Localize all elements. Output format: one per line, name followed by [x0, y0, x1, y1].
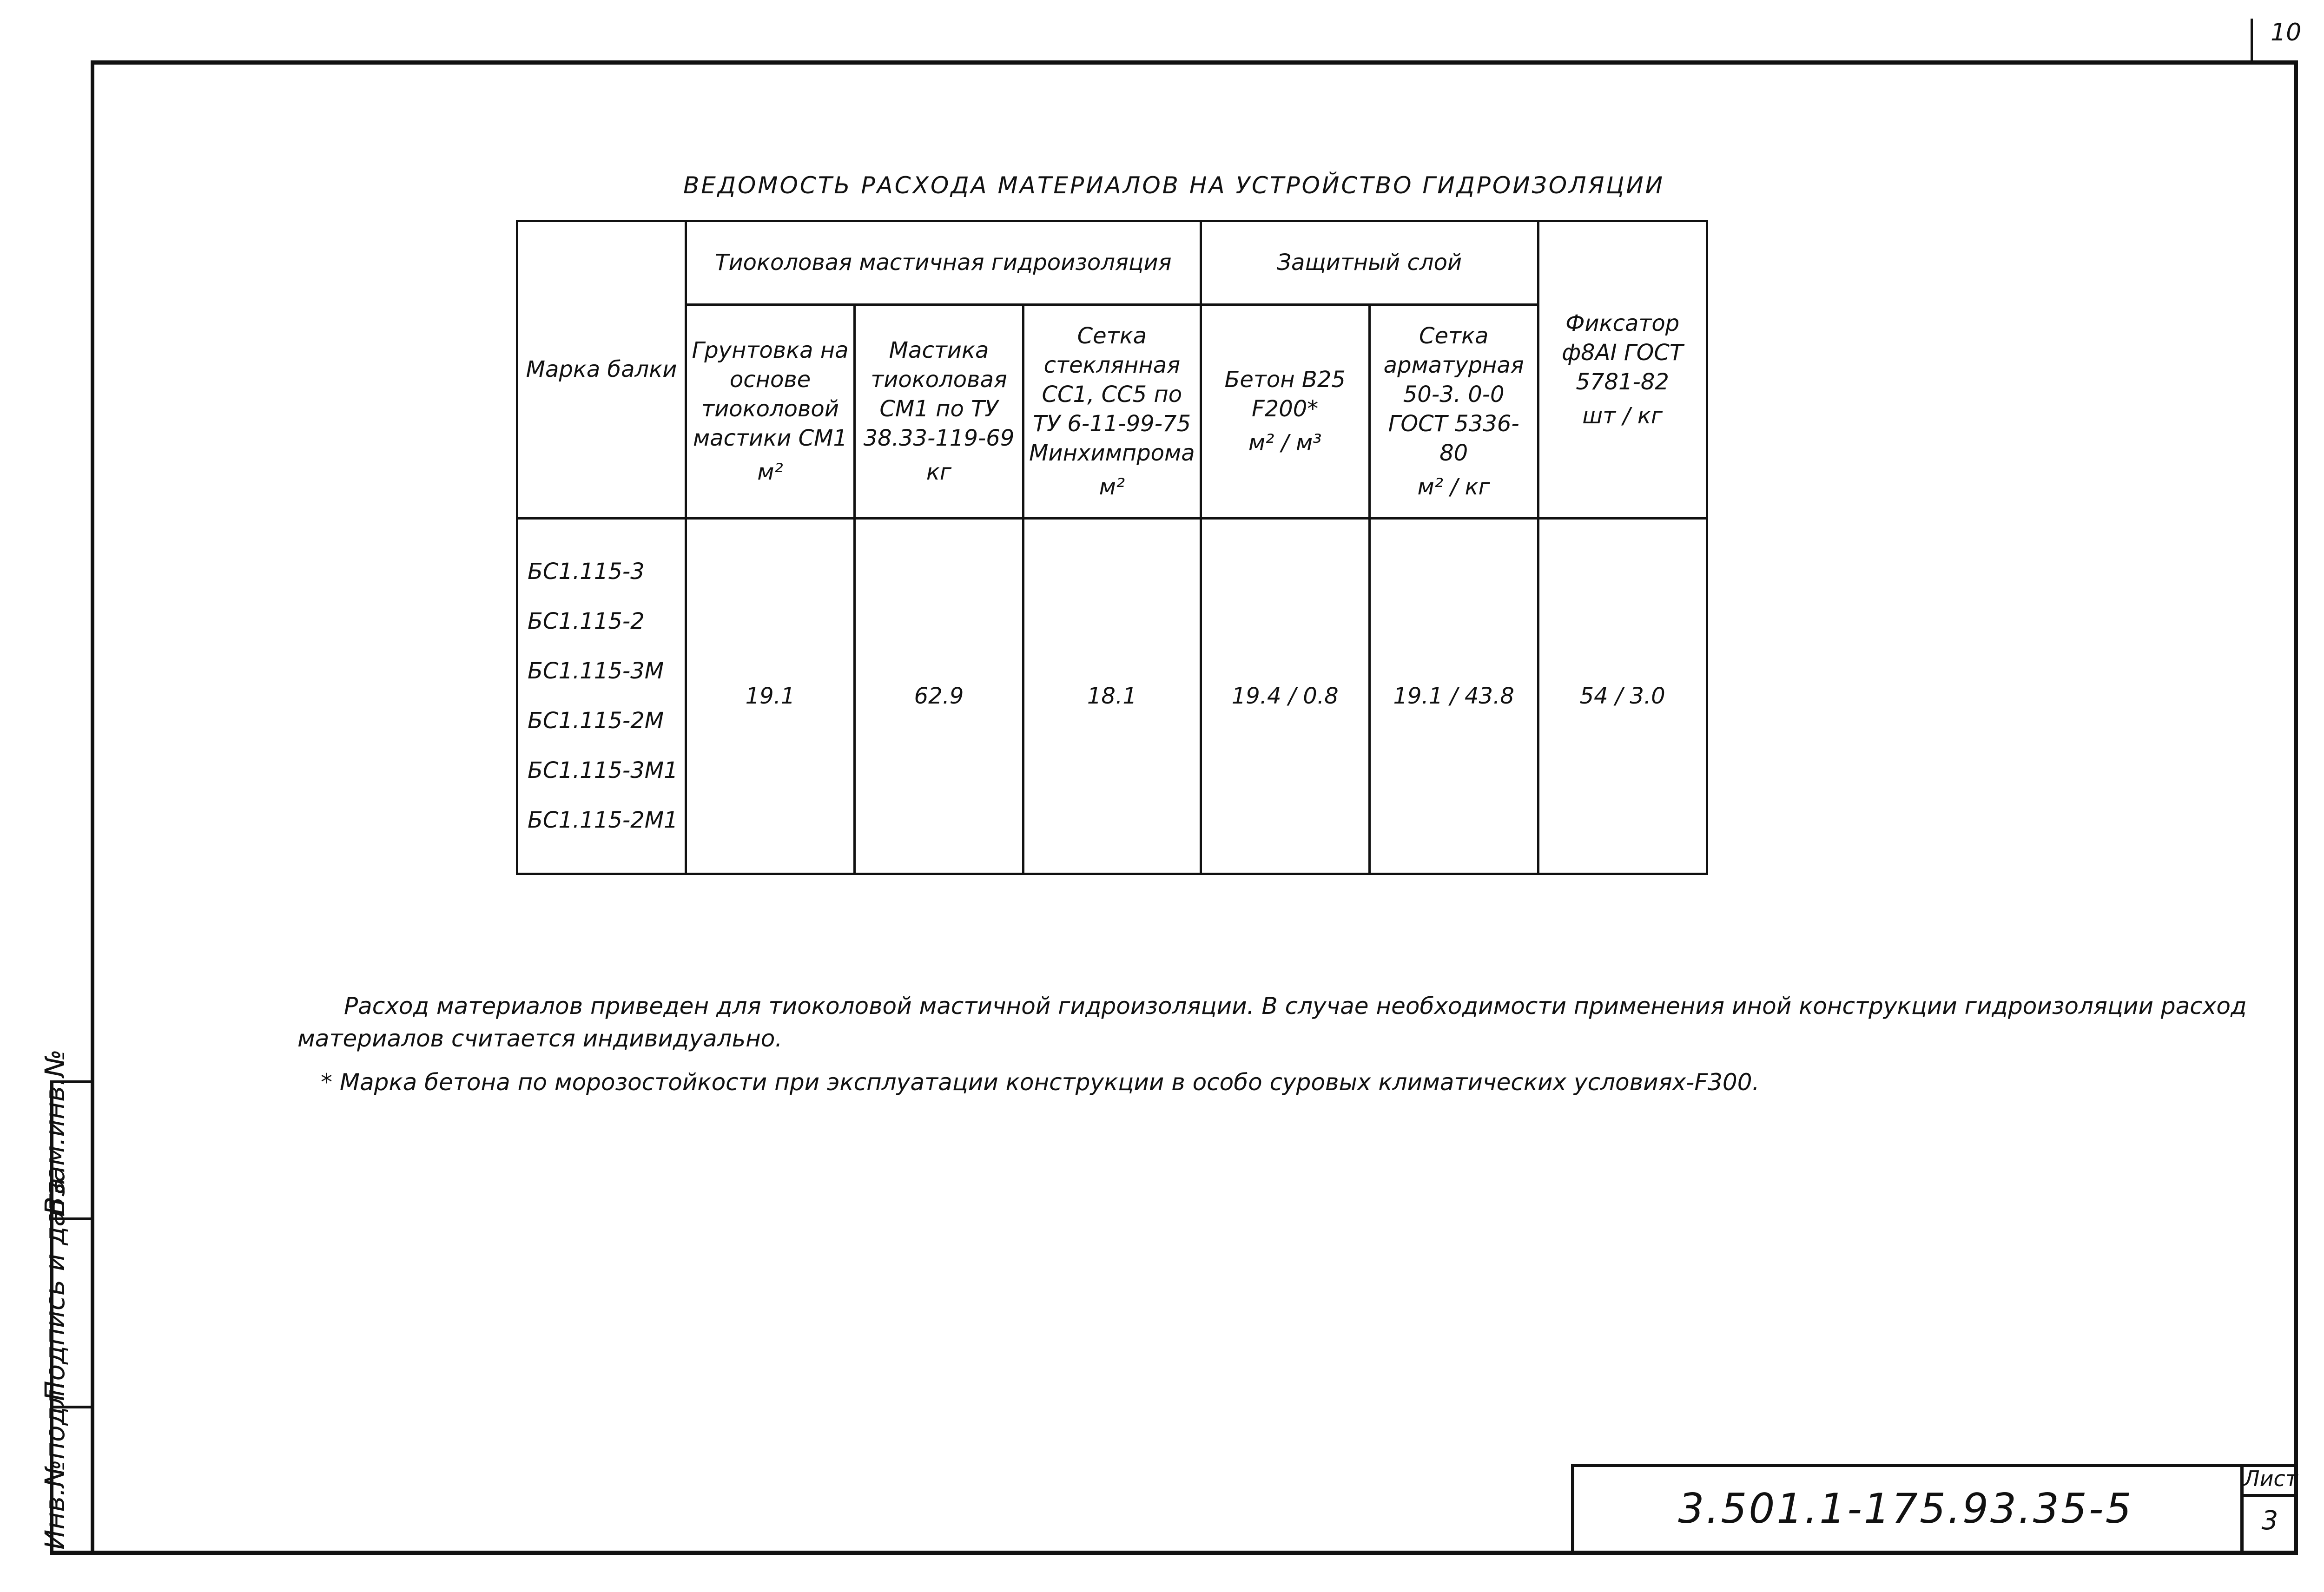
column-header — [1369, 305, 1538, 519]
note-concrete-grade: * Марка бетона по морозостойкости при эксплуатации конструкции в особо суровых климатических условиях-F300. — [321, 1069, 1760, 1096]
frame-right-line — [2294, 60, 2298, 1554]
value-cell: 18.1 — [1023, 519, 1201, 874]
value-cell: 19.1 — [686, 519, 855, 874]
mark-item: БС1.115-2М — [528, 708, 664, 734]
side-stamp-replace-label: Взам.инв.№ — [39, 1049, 71, 1215]
mark-item: БС1.115-2М1 — [528, 807, 678, 833]
value-cell: 62.9 — [855, 519, 1023, 874]
mark-column-header — [517, 221, 686, 519]
document-code: 3.501.1-175.93.35-5 — [1678, 1484, 2133, 1533]
column-header-name: Бетон В25 F200* — [1224, 367, 1346, 422]
column-header — [1538, 221, 1707, 519]
value-cell: 19.4 / 0.8 — [1201, 519, 1369, 874]
column-header — [686, 305, 855, 519]
group-protective-label: Защитный слой — [1277, 250, 1462, 276]
column-header-unit: м² / кг — [1417, 474, 1490, 500]
column-header-unit: шт / кг — [1582, 402, 1663, 429]
frame-top-line — [91, 60, 2296, 65]
column-header-name: Мастика тиоколовая СМ1 по ТУ 38.33-119-69 — [863, 337, 1015, 451]
side-stamp-inv-label: Инв.№подл. — [39, 1381, 71, 1550]
mark-list-cell — [517, 519, 686, 874]
column-header-name: Сетка стеклянная СС1, СС5 по ТУ 6-11-99-75 Минхимпрома — [1029, 322, 1195, 466]
materials-table — [516, 220, 1708, 875]
column-header-name: Фиксатор ф8AI ГОСТ 5781-82 — [1562, 310, 1684, 395]
mark-item: БС1.115-3М1 — [528, 757, 678, 783]
mark-item: БС1.115-3М — [528, 658, 664, 684]
note-consumption: Расход материалов приведен для тиоколовой мастичной гидроизоляции. В случае необходимости применения иной конструкции гидроизоляции расход материалов считается индивидуально. — [297, 993, 2247, 1052]
column-header — [855, 305, 1023, 519]
column-header-unit: кг — [926, 459, 952, 485]
group-header-protective — [1201, 221, 1538, 305]
sheet-value: 3 — [2261, 1506, 2278, 1536]
title-block-divider — [2240, 1494, 2296, 1497]
group-header-thiokol — [686, 221, 1201, 305]
table-row — [517, 519, 1707, 874]
mark-item: БС1.115-2 — [528, 608, 645, 634]
sheet-number-divider — [2251, 19, 2253, 63]
mark-item: БС1.115-3 — [528, 559, 645, 585]
side-stamp-signature-label: Подпись и дата — [39, 1178, 71, 1401]
column-header — [1023, 305, 1201, 519]
sheet-number: 10 — [2271, 19, 2302, 46]
column-header-unit: м² — [757, 459, 783, 485]
value-cell: 19.1 / 43.8 — [1369, 519, 1538, 874]
value-cell: 54 / 3.0 — [1538, 519, 1707, 874]
column-header-name: Сетка арматурная 50-3. 0-0 ГОСТ 5336-80 — [1383, 322, 1524, 466]
group-thiokol-label: Тиоколовая мастичная гидроизоляция — [715, 250, 1172, 276]
column-header-unit: м² / м³ — [1248, 430, 1322, 456]
mark-column-label: Марка балки — [526, 356, 677, 382]
sheet-label: Лист — [2244, 1466, 2298, 1491]
column-header-name: Грунтовка на основе тиоколовой мастики СМ1 — [692, 337, 849, 451]
column-header — [1201, 305, 1369, 519]
title-block-divider — [2240, 1464, 2244, 1553]
page-title: ВЕДОМОСТЬ РАСХОДА МАТЕРИАЛОВ НА УСТРОЙСТВО ГИДРОИЗОЛЯЦИИ — [683, 172, 1665, 199]
column-header-unit: м² — [1099, 474, 1125, 500]
side-stamp-labels — [36, 1049, 73, 1550]
